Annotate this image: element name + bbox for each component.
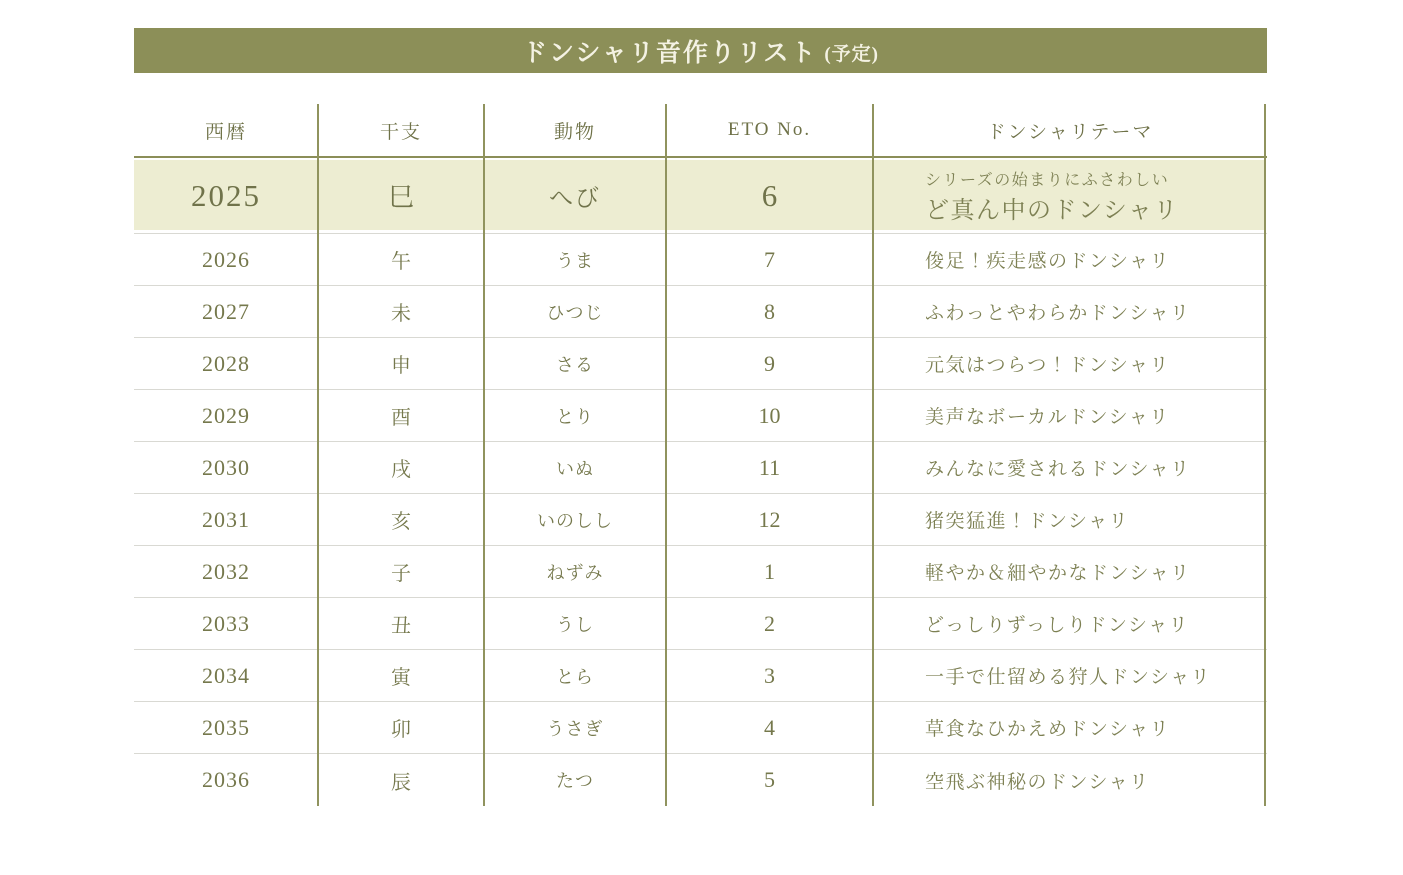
cell-year: 2030 (202, 454, 250, 480)
cell-eto: 卯 (391, 719, 411, 741)
cell-year: 2025 (191, 177, 261, 213)
cell-eto: 辰 (391, 771, 411, 794)
table-row-2025-highlighted (134, 158, 1267, 234)
header-animal: 動物 (553, 121, 596, 143)
table-row-2026 (134, 234, 1267, 286)
cell-theme: みんなに愛されるドンシャリ (925, 459, 1191, 480)
cell-theme: 元気はつらつ！ドンシャリ (925, 355, 1170, 376)
cell-eto: 子 (391, 563, 411, 585)
cell-animal: ひつじ (546, 302, 604, 323)
cell-eto: 未 (391, 303, 411, 325)
cell-eto: 寅 (391, 667, 411, 689)
cell-animal: いのしし (537, 510, 613, 531)
cell-animal: とら (556, 666, 594, 687)
cell-eto-no: 3 (764, 662, 775, 688)
table-row-2035 (134, 702, 1267, 754)
cell-eto: 亥 (391, 511, 411, 533)
cell-year: 2028 (202, 350, 250, 376)
title-banner (134, 28, 1267, 73)
cell-year: 2036 (202, 767, 250, 792)
cell-eto-no: 6 (761, 177, 778, 213)
cell-eto: 丑 (391, 615, 411, 637)
theme-subtitle: シリーズの始まりにふさわしい (925, 171, 1170, 189)
header-eto: 干支 (379, 121, 422, 143)
cell-year: 2031 (202, 506, 250, 532)
column-rule-4 (872, 104, 874, 806)
cell-theme: ふわっとやわらかドンシャリ (925, 303, 1191, 324)
header-theme: ドンシャリテーマ (986, 121, 1154, 143)
cell-animal: たつ (556, 771, 594, 791)
cell-eto: 戌 (391, 459, 411, 481)
table-row-2034 (134, 650, 1267, 702)
cell-eto-no: 8 (764, 298, 775, 324)
theme-title: ど真ん中のドンシャリ (925, 197, 1179, 224)
cell-eto-no: 12 (758, 506, 781, 532)
header-eto-no: ETO No. (727, 119, 812, 140)
cell-animal: うさぎ (546, 718, 604, 739)
cell-eto-no: 1 (764, 558, 775, 584)
cell-theme: 俊足！疾走感のドンシャリ (925, 251, 1171, 272)
cell-animal: さる (556, 354, 594, 375)
cell-year: 2032 (202, 558, 250, 584)
column-rule-right (1264, 104, 1266, 806)
cell-theme: 空飛ぶ神秘のドンシャリ (925, 771, 1150, 793)
table-header-row (134, 104, 1267, 158)
table-row-2036 (134, 754, 1267, 806)
table-row-2033 (134, 598, 1267, 650)
table-row-2030 (134, 442, 1267, 494)
cell-animal: とり (556, 406, 594, 427)
cell-animal: うま (556, 250, 594, 271)
cell-theme (873, 158, 1267, 233)
table-row-2031 (134, 494, 1267, 546)
table-row-2027 (134, 286, 1267, 338)
column-rule-2 (483, 104, 485, 806)
column-rule-3 (665, 104, 667, 806)
cell-theme: どっしりずっしりドンシャリ (925, 615, 1190, 636)
cell-year: 2033 (202, 610, 250, 636)
cell-eto-no: 5 (764, 767, 775, 792)
table-row-2029 (134, 390, 1267, 442)
cell-year: 2034 (202, 662, 250, 688)
cell-animal: いぬ (556, 458, 594, 479)
cell-eto-no: 10 (758, 402, 781, 428)
cell-eto: 申 (391, 355, 411, 377)
donshari-list (134, 28, 1267, 806)
cell-theme: 一手で仕留める狩人ドンシャリ (925, 667, 1212, 688)
cell-theme: 軽やか＆細やかなドンシャリ (925, 563, 1191, 584)
cell-year: 2035 (202, 714, 250, 740)
cell-eto: 巳 (387, 183, 414, 212)
column-rule-1 (317, 104, 319, 806)
table-row-2032 (134, 546, 1267, 598)
schedule-table (134, 104, 1267, 806)
page-title: ドンシャリ音作りリスト (521, 39, 818, 67)
cell-year: 2026 (202, 246, 250, 272)
cell-theme: 美声なボーカルドンシャリ (925, 407, 1170, 428)
cell-eto-no: 11 (758, 454, 781, 480)
header-year: 西暦 (204, 121, 247, 143)
page-title-suffix: (予定) (824, 43, 880, 65)
cell-eto-no: 2 (764, 610, 775, 636)
cell-eto: 酉 (391, 407, 411, 429)
cell-year: 2029 (202, 402, 250, 428)
table-row-2028 (134, 338, 1267, 390)
cell-eto-no: 7 (764, 246, 775, 272)
cell-animal: へび (549, 186, 601, 212)
cell-eto-no: 4 (764, 714, 775, 740)
cell-animal: うし (556, 614, 594, 635)
cell-eto: 午 (391, 251, 411, 273)
cell-year: 2027 (202, 298, 250, 324)
cell-animal: ねずみ (546, 562, 604, 583)
cell-eto-no: 9 (764, 350, 775, 376)
cell-theme: 草食なひかえめドンシャリ (925, 719, 1171, 740)
cell-theme: 猪突猛進！ドンシャリ (925, 511, 1130, 532)
